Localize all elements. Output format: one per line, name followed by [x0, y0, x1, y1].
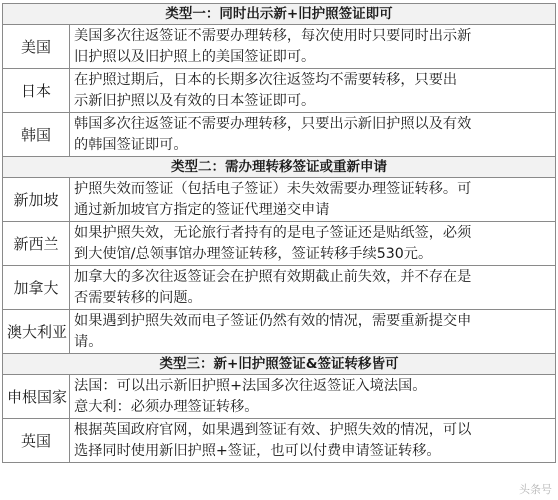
country-cell: 新西兰 [3, 222, 70, 266]
description-line: 护照失效而签证（包括电子签证）未失效需要办理签证转移。可 [74, 181, 472, 197]
table-row [3, 419, 556, 463]
table-row [3, 113, 556, 157]
description-cell [70, 25, 556, 69]
description-line: 意大利：必须办理签证转移。 [74, 398, 259, 415]
description-line: 到大使馆/总领事馆办理签证转移，签证转移手续530元。 [74, 245, 433, 262]
section-header-row [3, 354, 556, 375]
country-cell: 韩国 [3, 113, 70, 157]
description-cell [70, 113, 556, 157]
description-line: 法国：可以出示新旧护照+法国多次往返签证入境法国。 [74, 378, 427, 394]
description-line: 请。 [74, 333, 103, 350]
description-line: 的韩国签证即可。 [74, 136, 188, 153]
table-row [3, 310, 556, 354]
description-cell [70, 266, 556, 310]
description-line: 加拿大的多次往返签证会在护照有效期截止前失效，并不存在是 [74, 269, 472, 285]
description-line: 韩国多次往返签证不需要办理转移，只要出示新旧护照以及有效 [74, 116, 472, 132]
description-cell [70, 69, 556, 113]
description-cell [70, 178, 556, 222]
country-cell: 澳大利亚 [3, 310, 70, 354]
description-cell [70, 222, 556, 266]
table-row [3, 375, 556, 419]
visa-comparison-table [2, 3, 556, 463]
country-cell: 新加坡 [3, 178, 70, 222]
table-row [3, 69, 556, 113]
section-header-row [3, 4, 556, 25]
table-row [3, 25, 556, 69]
watermark: 头条号 [519, 483, 552, 496]
country-cell: 加拿大 [3, 266, 70, 310]
country-cell: 美国 [3, 25, 70, 69]
description-line: 如果护照失效，无论旅行者持有的是电子签证还是贴纸签，必须 [74, 225, 472, 241]
table-row [3, 266, 556, 310]
table-row [3, 178, 556, 222]
description-line: 如果遇到护照失效而电子签证仍然有效的情况，需要重新提交申 [74, 313, 472, 329]
section-title: 类型二：需办理转移签证或重新申请 [3, 157, 556, 178]
description-line: 在护照过期后，日本的长期多次往返签均不需要转移，只要出 [74, 72, 458, 88]
description-line: 美国多次往返签证不需要办理转移，每次使用时只要同时出示新 [74, 28, 472, 44]
description-line: 通过新加坡官方指定的签证代理递交申请 [74, 201, 330, 218]
country-cell: 日本 [3, 69, 70, 113]
country-cell: 申根国家 [3, 375, 70, 419]
description-line: 否需要转移的问题。 [74, 289, 202, 306]
section-title: 类型一：同时出示新+旧护照签证即可 [3, 4, 556, 25]
description-line: 选择同时使用新旧护照+签证，也可以付费申请签证转移。 [74, 442, 441, 459]
description-cell [70, 419, 556, 463]
section-title: 类型三：新+旧护照签证&签证转移皆可 [3, 354, 556, 375]
description-cell [70, 375, 556, 419]
description-line: 示新旧护照以及有效的日本签证即可。 [74, 92, 316, 109]
section-header-row [3, 157, 556, 178]
description-cell [70, 310, 556, 354]
description-line: 旧护照以及旧护照上的美国签证即可。 [74, 48, 316, 65]
description-line: 根据英国政府官网，如果遇到签证有效、护照失效的情况，可以 [74, 422, 472, 438]
table-row [3, 222, 556, 266]
country-cell: 英国 [3, 419, 70, 463]
